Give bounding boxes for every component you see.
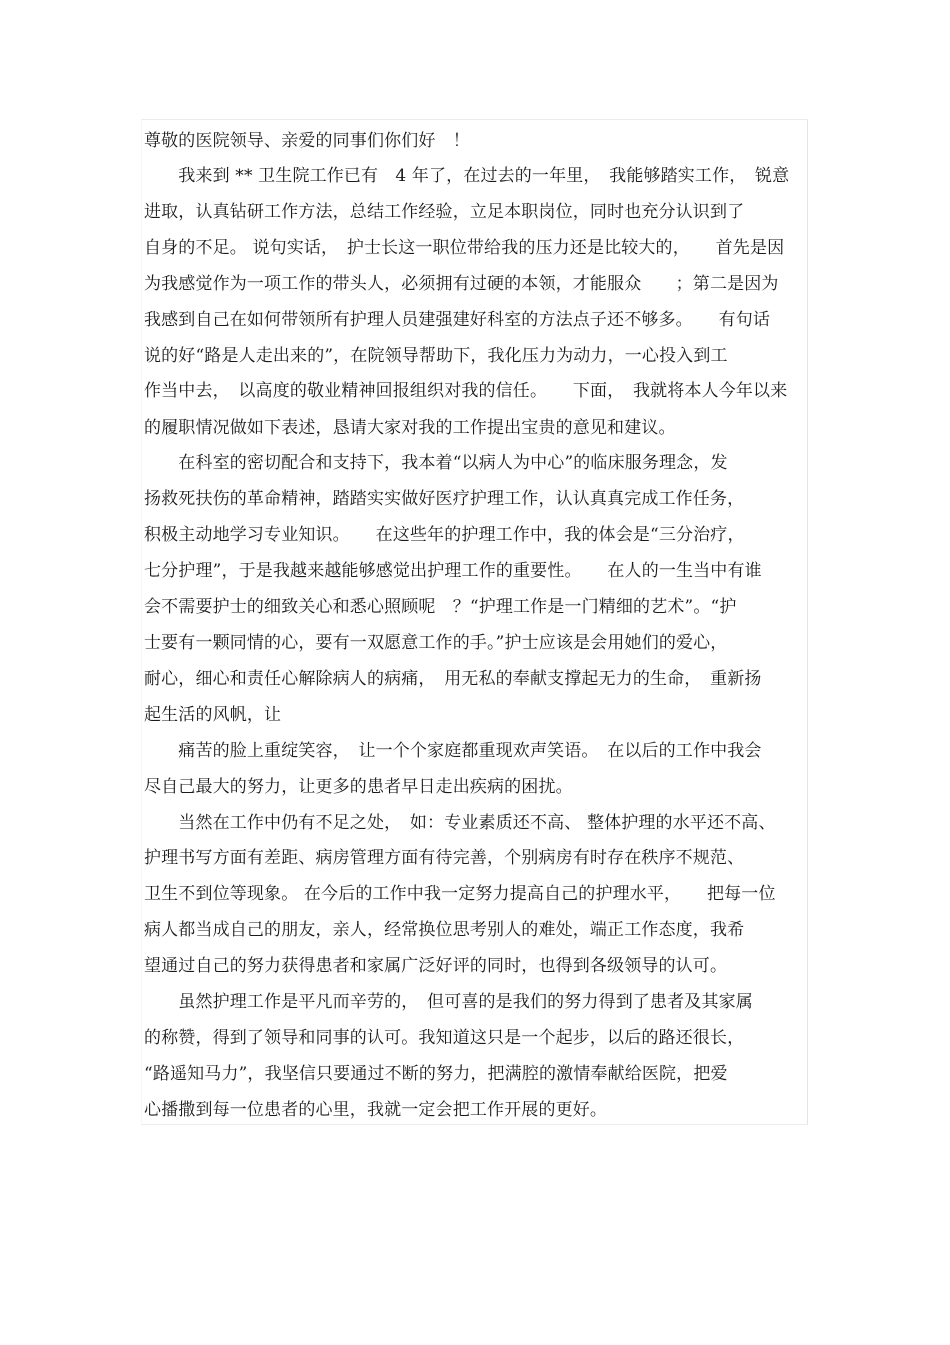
text-line: 士要有一颗同情的心，要有一双愿意工作的手。”护士应该是会用她们的爱心， [144,633,728,653]
text-line: 在科室的密切配合和支持下，我本着“以病人为中心”的临床服务理念，发 [144,453,728,473]
text-line: 七分护理”，于是我越来越能够感觉出护理工作的重要性。 在人的一生当中有谁 [144,561,762,581]
text-line: 尽自己最大的努力，让更多的患者早日走出疾病的困扰。 [144,777,573,797]
text-line: 耐心，细心和责任心解除病人的病痛， 用无私的奉献支撑起无力的生命， 重新扬 [144,669,762,689]
text-line: 自身的不足。 说句实话， 护士长这一职位带给我的压力还是比较大的， 首先是因 [144,238,785,258]
text-line: 心播撒到每一位患者的心里，我就一定会把工作开展的更好。 [144,1100,608,1120]
text-line: “路遥知马力”，我坚信只要通过不断的努力，把满腔的激情奉献给医院，把爱 [144,1064,728,1084]
text-line: 虽然护理工作是平凡而辛劳的， 但可喜的是我们的努力得到了患者及其家属 [144,992,753,1012]
text-line: 的称赞，得到了领导和同事的认可。我知道这只是一个起步，以后的路还很长， [144,1028,745,1048]
text-line: 护理书写方面有差距、病房管理方面有待完善，个别病房有时存在秩序不规范、 [144,848,745,868]
text-line: 的履职情况做如下表述，恳请大家对我的工作提出宝贵的意见和建议。 [144,418,676,438]
text-line: 我感到自己在如何带领所有护理人员建强建好科室的方法点子还不够多。 有句话 [144,310,771,330]
text-line: 进取，认真钻研工作方法，总结工作经验，立足本职岗位，同时也充分认识到了 [144,202,745,222]
text-line: 为我感觉作为一项工作的带头人，必须拥有过硬的本领，才能服众 ；第二是因为 [144,274,779,294]
text-line: 病人都当成自己的朋友，亲人，经常换位思考别人的难处，端正工作态度，我希 [144,920,745,940]
text-line: 望通过自己的努力获得患者和家属广泛好评的同时，也得到各级领导的认可。 [144,956,728,976]
text-line: 我来到 ** 卫生院工作已有 4 年了，在过去的一年里， 我能够踏实工作， 锐意 [144,166,790,186]
text-line: 起生活的风帆，让 [144,705,282,725]
text-line: 尊敬的医院领导、亲爱的同事们你们好 ！ [144,131,470,151]
text-line: 卫生不到位等现象。 在今后的工作中我一定努力提高自己的护理水平， 把每一位 [144,884,776,904]
text-line: 积极主动地学习专业知识。 在这些年的护理工作中，我的体会是“三分治疗， [144,525,745,545]
text-line: 会不需要护士的细致关心和悉心照顾呢 ？“护理工作是一门精细的艺术”。“护 [144,597,737,617]
text-line: 痛苦的脸上重绽笑容， 让一个个家庭都重现欢声笑语。 在以后的工作中我会 [144,741,762,761]
text-line: 扬救死扶伤的革命精神，踏踏实实做好医疗护理工作，认认真真完成工作任务， [144,489,745,509]
text-line: 说的好“路是人走出来的”，在院领导帮助下，我化压力为动力，一心投入到工 [144,346,728,366]
text-line: 作当中去， 以高度的敬业精神回报组织对我的信任。 下面， 我就将本人今年以来 [144,381,788,401]
text-line: 当然在工作中仍有不足之处， 如：专业素质还不高、 整体护理的水平还不高、 [144,813,776,833]
